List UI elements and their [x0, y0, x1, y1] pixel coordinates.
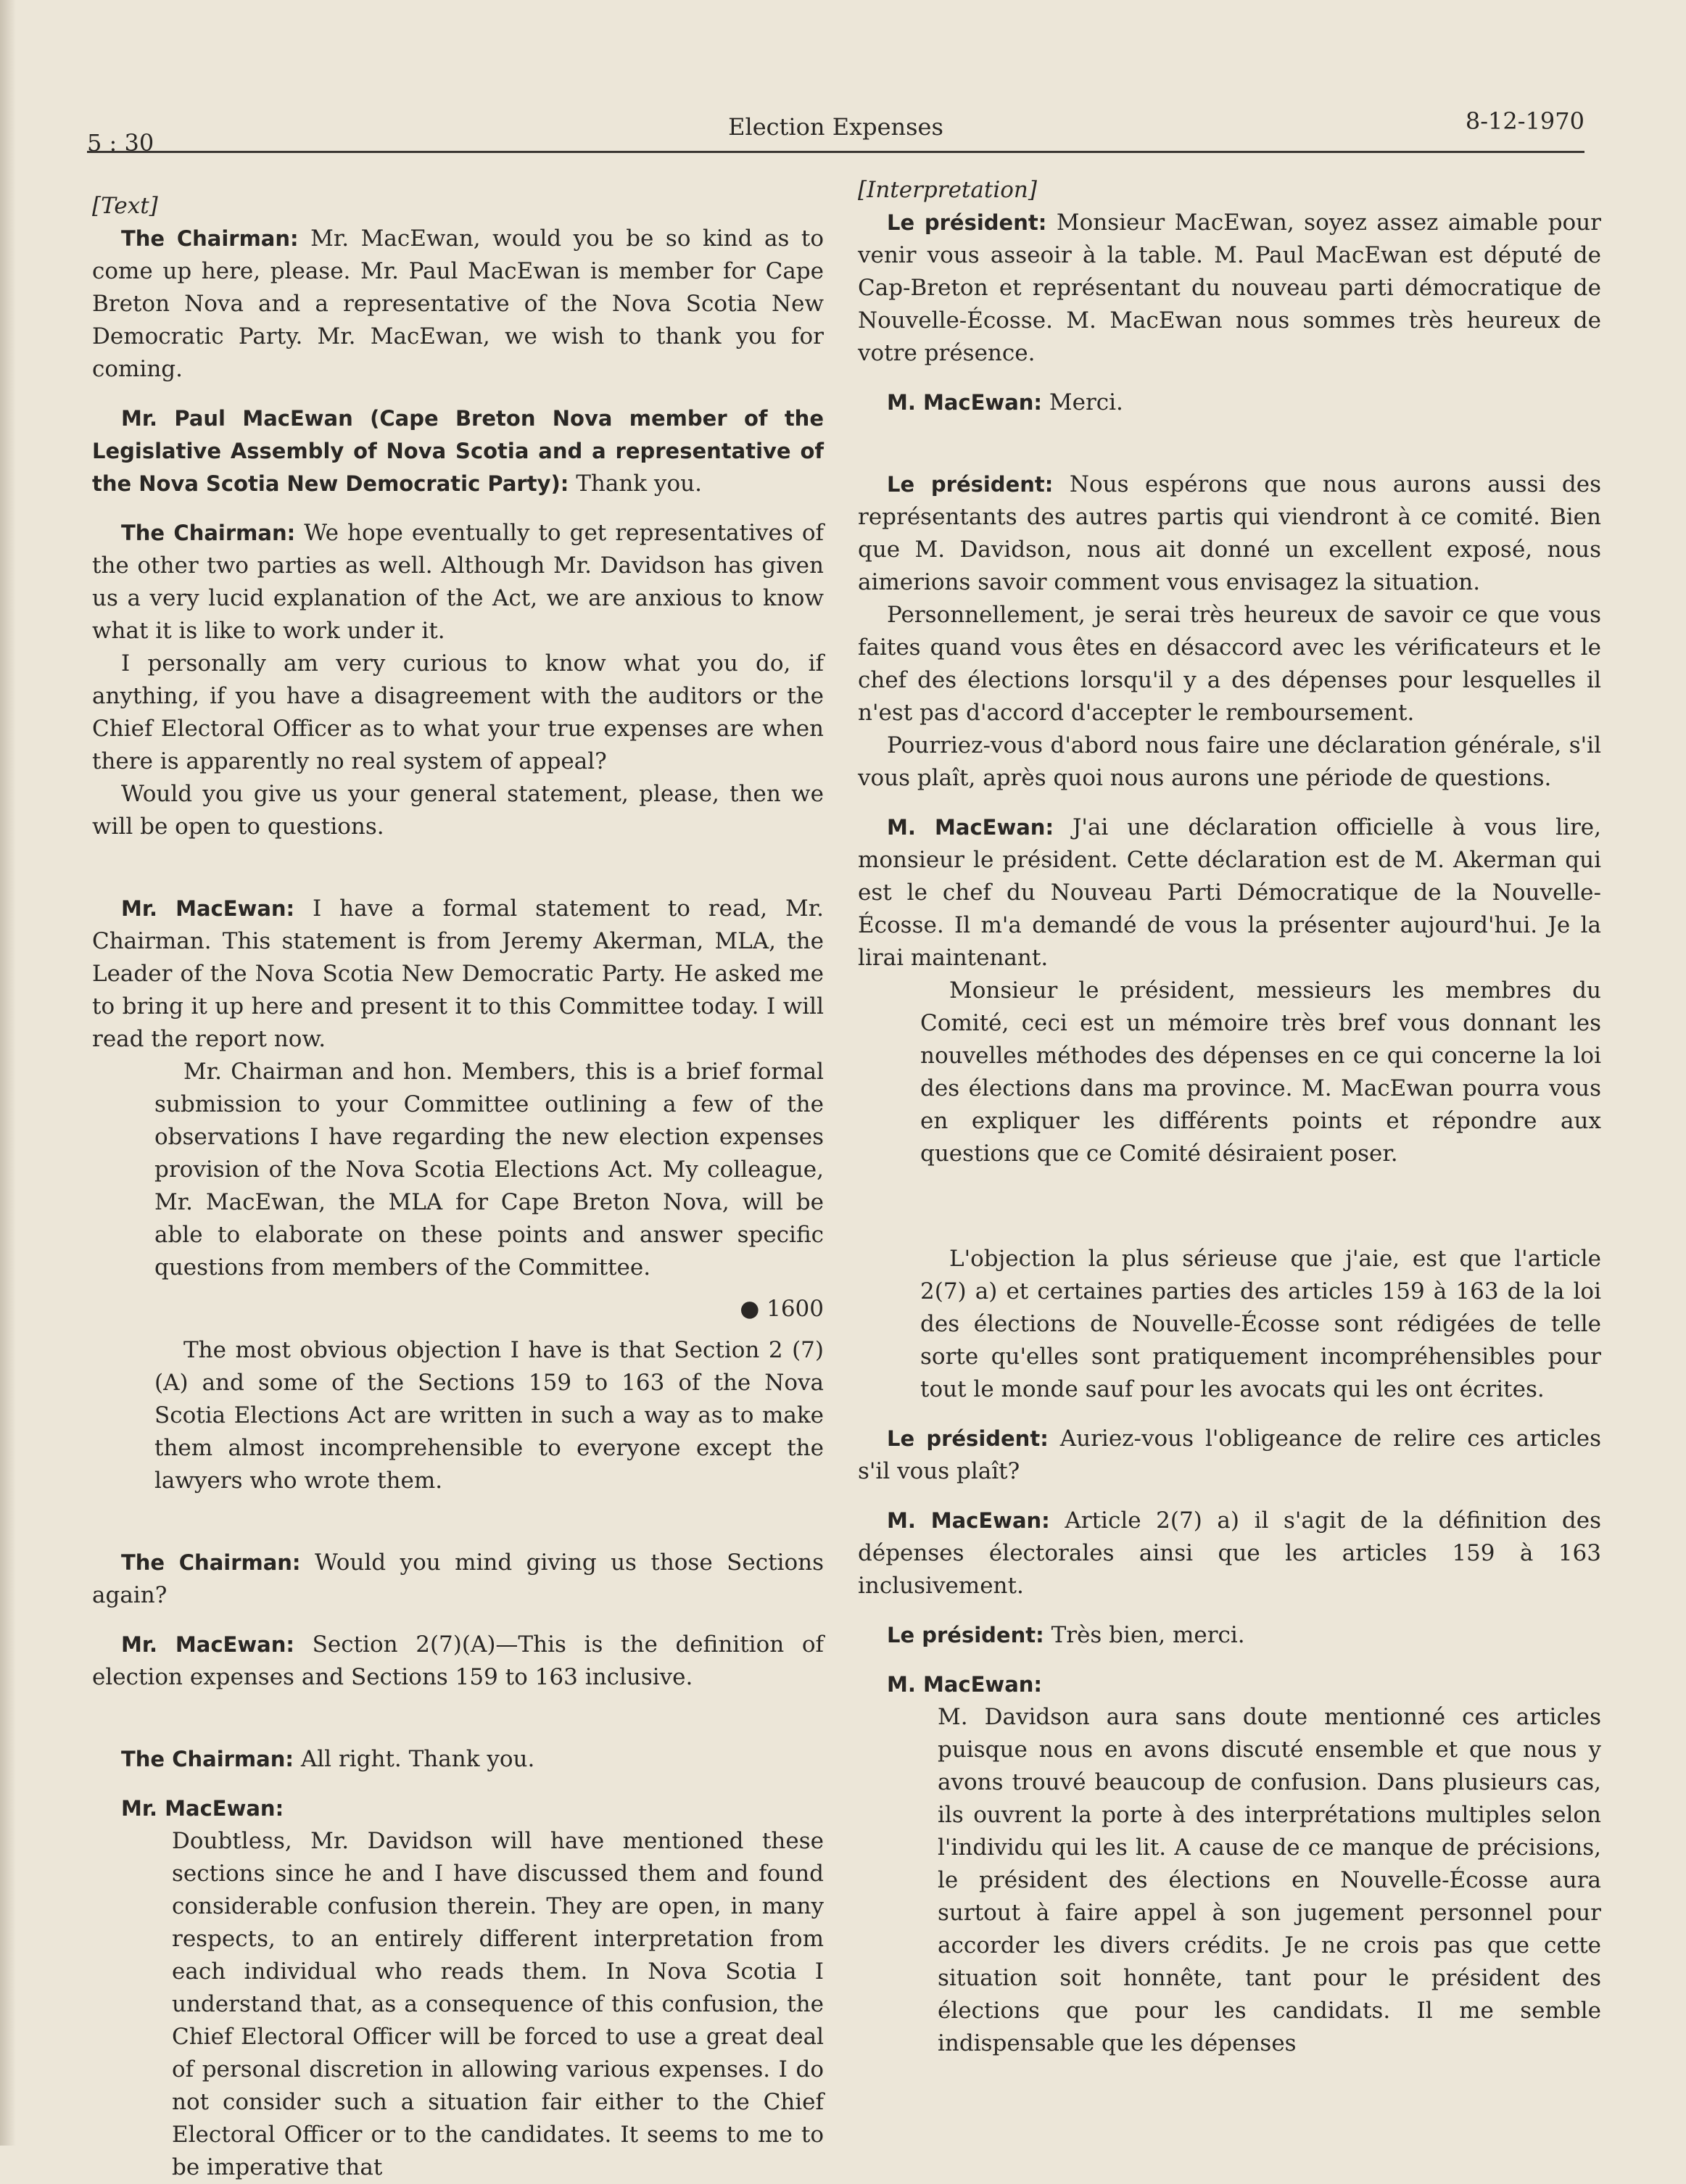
quoted-statement: Doubtless, Mr. Davidson will have mentioned these sections since he and I have discussed them and found considerable confusion therein. They are open, in many respects, to an entirely different interpretation from each individual who reads them. In Nova Scotia I understand that, as a consequence of this confusion, the Chief Electoral Officer will be forced to use a great deal of personal discretion in allowing various expenses. I do not consider such a situation fair either to the Chief Electoral Officer or to the candidates. It seems to me to be imperative that — [172, 1828, 824, 2180]
quoted-statement: Mr. Chairman and hon. Members, this is a brief formal submission to your Committee outlining a few of the observations I have regarding the new election expenses provision of the Nova Scotia Elections Act. My colleague, Mr. MacEwan, the MLA for Cape Breton Nova, will be able to elaborate on these points and answer specific questions from members of the Committee. — [154, 1059, 824, 1281]
speaker-name: Mr. MacEwan: — [121, 896, 295, 921]
speaker-name: M. MacEwan: — [887, 390, 1043, 415]
paragraph — [858, 811, 1601, 975]
running-title: Election Expenses — [728, 113, 943, 141]
page-number: 5 : 30 — [87, 129, 154, 157]
header-rule — [87, 151, 1584, 153]
speech-text: Nous espérons que nous aurons aussi des représentants des autres partis qui viendront à ce comité. Bien que M. Davidson, nous ait donné un excellent exposé, nous aimerions savoir comment vous envisagez la situation. — [858, 471, 1601, 595]
paragraph — [92, 1743, 824, 1776]
speaker-name: The Chairman: — [121, 521, 296, 545]
page-header — [87, 107, 1584, 157]
speaker-name: M. MacEwan: — [887, 815, 1054, 840]
speaker-name: M. MacEwan: — [887, 1508, 1050, 1533]
speech-text: All right. Thank you. — [300, 1746, 535, 1772]
speaker-name: The Chairman: — [121, 1747, 294, 1771]
speech-text: Would you mind giving us those Sections again? — [92, 1550, 825, 1608]
paragraph — [92, 1792, 824, 1825]
page-binding-edge — [0, 0, 16, 2146]
paragraph — [858, 1505, 1601, 1602]
speech-text: Très bien, merci. — [1051, 1622, 1245, 1648]
paragraph: Would you give us your general statement, please, then we will be open to questions. — [92, 781, 824, 840]
time-marker: ● 1600 — [740, 1296, 824, 1322]
speech-text: Mr. MacEwan, would you be so kind as to come up here, please. Mr. Paul MacEwan is member for Cape Breton Nova and a representative of the Nova Scotia New Democratic Party. Mr. MacEwan, we wish to thank you for coming. — [92, 226, 824, 382]
paragraph — [858, 468, 1601, 599]
paragraph — [92, 517, 824, 648]
paragraph — [858, 1423, 1601, 1488]
paragraph — [92, 402, 824, 500]
speaker-name: Mr. MacEwan: — [121, 1632, 294, 1657]
speaker-name: Le président: — [887, 472, 1054, 497]
speaker-name: Le président: — [887, 210, 1047, 235]
quoted-statement: L'objection la plus sérieuse que j'aie, est que l'article 2(7) a) et certaines parties des articles 159 à 163 de la loi des élections de Nouvelle-Écosse sont rédigées de telle sorte qu'elles sont pratiquement incompréhensibles pour tout le monde sauf pour les avocats qui les ont écrites. — [920, 1246, 1601, 1402]
paragraph — [92, 893, 824, 1056]
speaker-name: The Chairman: — [121, 226, 299, 251]
speech-text: J'ai une déclaration officielle à vous lire, monsieur le président. Cette déclaration est de M. Akerman qui est le chef du Nouveau Parti Démocratique de la Nouvelle-Écosse. Il m'a demandé de vous la présenter aujourd'hui. Je la lirai maintenant. — [858, 814, 1601, 971]
paragraph: Pourriez-vous d'abord nous faire une déclaration générale, s'il vous plaît, après quoi nous aurons une période de questions. — [858, 732, 1601, 791]
french-column — [858, 177, 1601, 2060]
quoted-statement: M. Davidson aura sans doute mentionné ces articles puisque nous en avons discuté ensemble et que nous y avons trouvé beaucoup de confusion. Dans plusieurs cas, ils ouvrent la porte à des interprétations multiples selon l'individu qui les lit. A cause de ce manque de précisions, le président des élections en Nouvelle-Écosse aura surtout à faire appel à son jugement personnel pour accorder les divers crédits. Je ne crois pas que cette situation soit honnête, tant pour le président des élections que pour les candidats. Il me semble indispensable que les dépenses — [938, 1704, 1601, 2056]
interpretation-label: [Interpretation] — [858, 177, 1037, 203]
speech-text: Auriez-vous l'obligeance de relire ces articles s'il vous plaît? — [858, 1426, 1601, 1484]
paragraph — [92, 223, 824, 386]
paragraph: I personally am very curious to know what you do, if anything, if you have a disagreement with the auditors or the Chief Electoral Officer as to what your true expenses are when there is apparently no real system of appeal? — [92, 650, 824, 774]
speech-text: Monsieur MacEwan, soyez assez aimable pour venir vous asseoir à la table. M. Paul MacEwan est député de Cap-Breton et représentant du nouveau parti démocratique de Nouvelle-Écosse. M. MacEwan nous sommes très heureux de votre présence. — [858, 210, 1601, 366]
header-date: 8-12-1970 — [1465, 107, 1584, 135]
speech-text: I have a formal statement to read, Mr. Chairman. This statement is from Jeremy Akerman, MLA, the Leader of the Nova Scotia New Democratic Party. He asked me to bring it up here and present it to this Committee today. I will read the report now. — [92, 895, 824, 1052]
speaker-name: M. MacEwan: — [887, 1672, 1043, 1697]
speech-text: Section 2(7)(A)—This is the definition of election expenses and Sections 159 to 163 inclusive. — [92, 1631, 824, 1690]
paragraph — [92, 1547, 824, 1612]
paragraph — [858, 386, 1601, 419]
speech-text: Thank you. — [576, 471, 702, 497]
speaker-name: Mr. MacEwan: — [121, 1796, 284, 1821]
speech-text: Article 2(7) a) il s'agit de la définition des dépenses électorales ainsi que les articles 159 à 163 inclusivement. — [858, 1507, 1601, 1599]
speaker-name: Le président: — [887, 1426, 1049, 1451]
speaker-name: Le président: — [887, 1623, 1044, 1647]
paragraph — [858, 1668, 1601, 1701]
speaker-name: The Chairman: — [121, 1550, 301, 1575]
quoted-statement: Monsieur le président, messieurs les membres du Comité, ceci est un mémoire très bref vous donnant les nouvelles méthodes des dépenses en ce qui concerne la loi des élections dans ma province. M. MacEwan pourra vous en expliquer les différents points et répondre aux questions que ce Comité désiraient poser. — [920, 977, 1601, 1167]
paragraph — [92, 1629, 824, 1694]
speaker-name: Mr. Paul MacEwan (Cape Breton Nova member of the Legislative Assembly of Nova Scotia and a representative of the Nova Scotia New Democratic Party): — [92, 406, 824, 496]
text-label: [Text] — [92, 193, 158, 219]
quoted-statement: The most obvious objection I have is that Section 2 (7) (A) and some of the Sections 159 to 163 of the Nova Scotia Elections Act are written in such a way as to make them almost incomprehensible to everyone except the lawyers who wrote them. — [154, 1337, 824, 1494]
english-column — [92, 190, 824, 2184]
paragraph: Personnellement, je serai très heureux de savoir ce que vous faites quand vous êtes en désaccord avec les vérificateurs et le chef des élections lorsqu'il y a des dépenses pour lesquelles il n'est pas d'accord d'accepter le remboursement. — [858, 602, 1601, 726]
paragraph — [858, 1619, 1601, 1652]
speech-text: We hope eventually to get representatives of the other two parties as well. Although Mr. Davidson has given us a very lucid explanation of the Act, we are anxious to know what it is like to work under it. — [92, 520, 824, 644]
paragraph — [858, 207, 1601, 370]
speech-text: Merci. — [1049, 389, 1123, 415]
